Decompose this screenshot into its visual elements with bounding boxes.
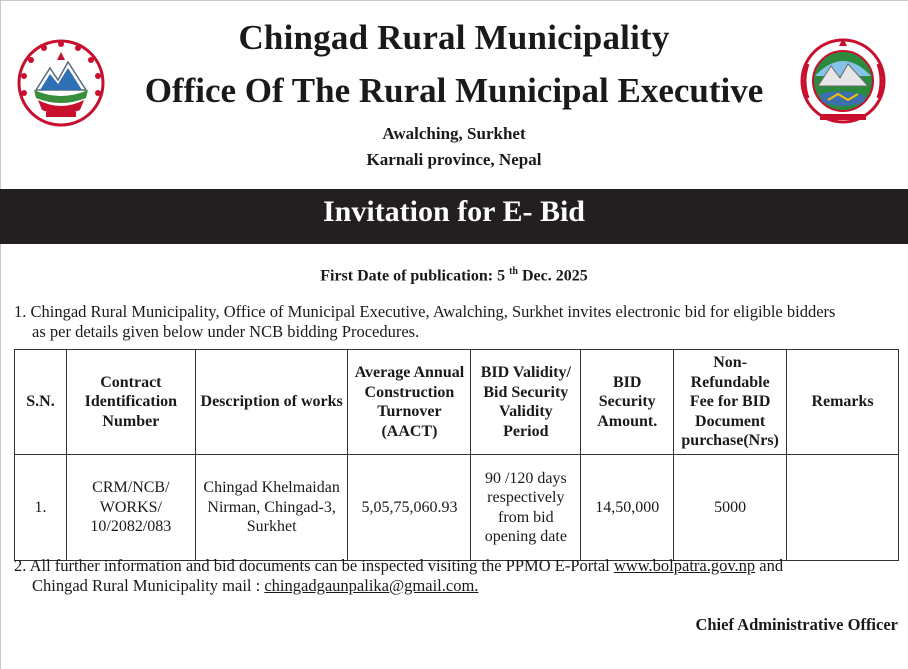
page-title: Chingad Rural Municipality <box>238 18 670 57</box>
paragraph-2-text: 2. All further information and bid documents can be inspected visiting the PPMO E-Portal <box>14 556 614 575</box>
cell-sn: 1. <box>15 455 67 561</box>
mail-label: Chingad Rural Municipality mail : <box>32 576 265 595</box>
column-header-fee: Non-Refundable Fee for BID Document purchase(Nrs) <box>674 350 787 455</box>
address-line-2: Karnali province, Nepal <box>366 150 542 169</box>
paragraph-2-line-1 <box>14 556 899 576</box>
publication-date-suffix: th <box>509 266 518 277</box>
cell-validity: 90 /120 days respectively from bid opening date <box>471 455 581 561</box>
bid-table <box>14 349 899 561</box>
column-header-security: BID Security Amount. <box>581 350 674 455</box>
column-header-sn: S.N. <box>15 350 67 455</box>
banner-title: Invitation for E- Bid <box>323 195 585 228</box>
cell-security: 14,50,000 <box>581 455 674 561</box>
cell-aact: 5,05,75,060.93 <box>348 455 471 561</box>
paragraph-2-suffix: and <box>755 556 784 575</box>
cell-fee: 5000 <box>674 455 787 561</box>
paragraph-1-line-2: as per details given below under NCB bidding Procedures. <box>32 322 420 341</box>
invitation-paragraph <box>14 302 899 342</box>
paragraph-1-line-1: 1. Chingad Rural Municipality, Office of Municipal Executive, Awalching, Surkhet invites electronic bid for eligible bidders <box>14 302 836 321</box>
signature: Chief Administrative Officer <box>695 615 898 634</box>
office-title: Office Of The Rural Municipal Executive <box>144 71 764 110</box>
column-header-remarks: Remarks <box>787 350 899 455</box>
column-header-aact: Average Annual Construction Turnover (AACT) <box>348 350 471 455</box>
ppmo-portal-link[interactable]: www.bolpatra.gov.np <box>613 556 756 575</box>
publication-date <box>0 266 908 285</box>
cell-remarks <box>787 455 899 561</box>
publication-date-rest: Dec. 2025 <box>518 267 588 285</box>
column-header-contract-id: Contract Identification Number <box>66 350 195 455</box>
cell-description: Chingad Khelmaidan Nirman, Chingad-3, Surkhet <box>195 455 348 561</box>
cell-contract-id: CRM/NCB/ WORKS/ 10/2082/083 <box>66 455 195 561</box>
publication-label: First Date of publication: 5 <box>320 267 506 285</box>
table-header-row <box>15 350 899 455</box>
information-paragraph <box>14 556 899 596</box>
address-line-1: Awalching, Surkhet <box>382 124 526 143</box>
paragraph-2-line-2 <box>14 576 899 596</box>
email-link[interactable]: chingadgaunpalika@gmail.com. <box>264 576 479 595</box>
column-header-description: Description of works <box>195 350 348 455</box>
column-header-validity: BID Validity/ Bid Security Validity Period <box>471 350 581 455</box>
table-row <box>15 455 899 561</box>
